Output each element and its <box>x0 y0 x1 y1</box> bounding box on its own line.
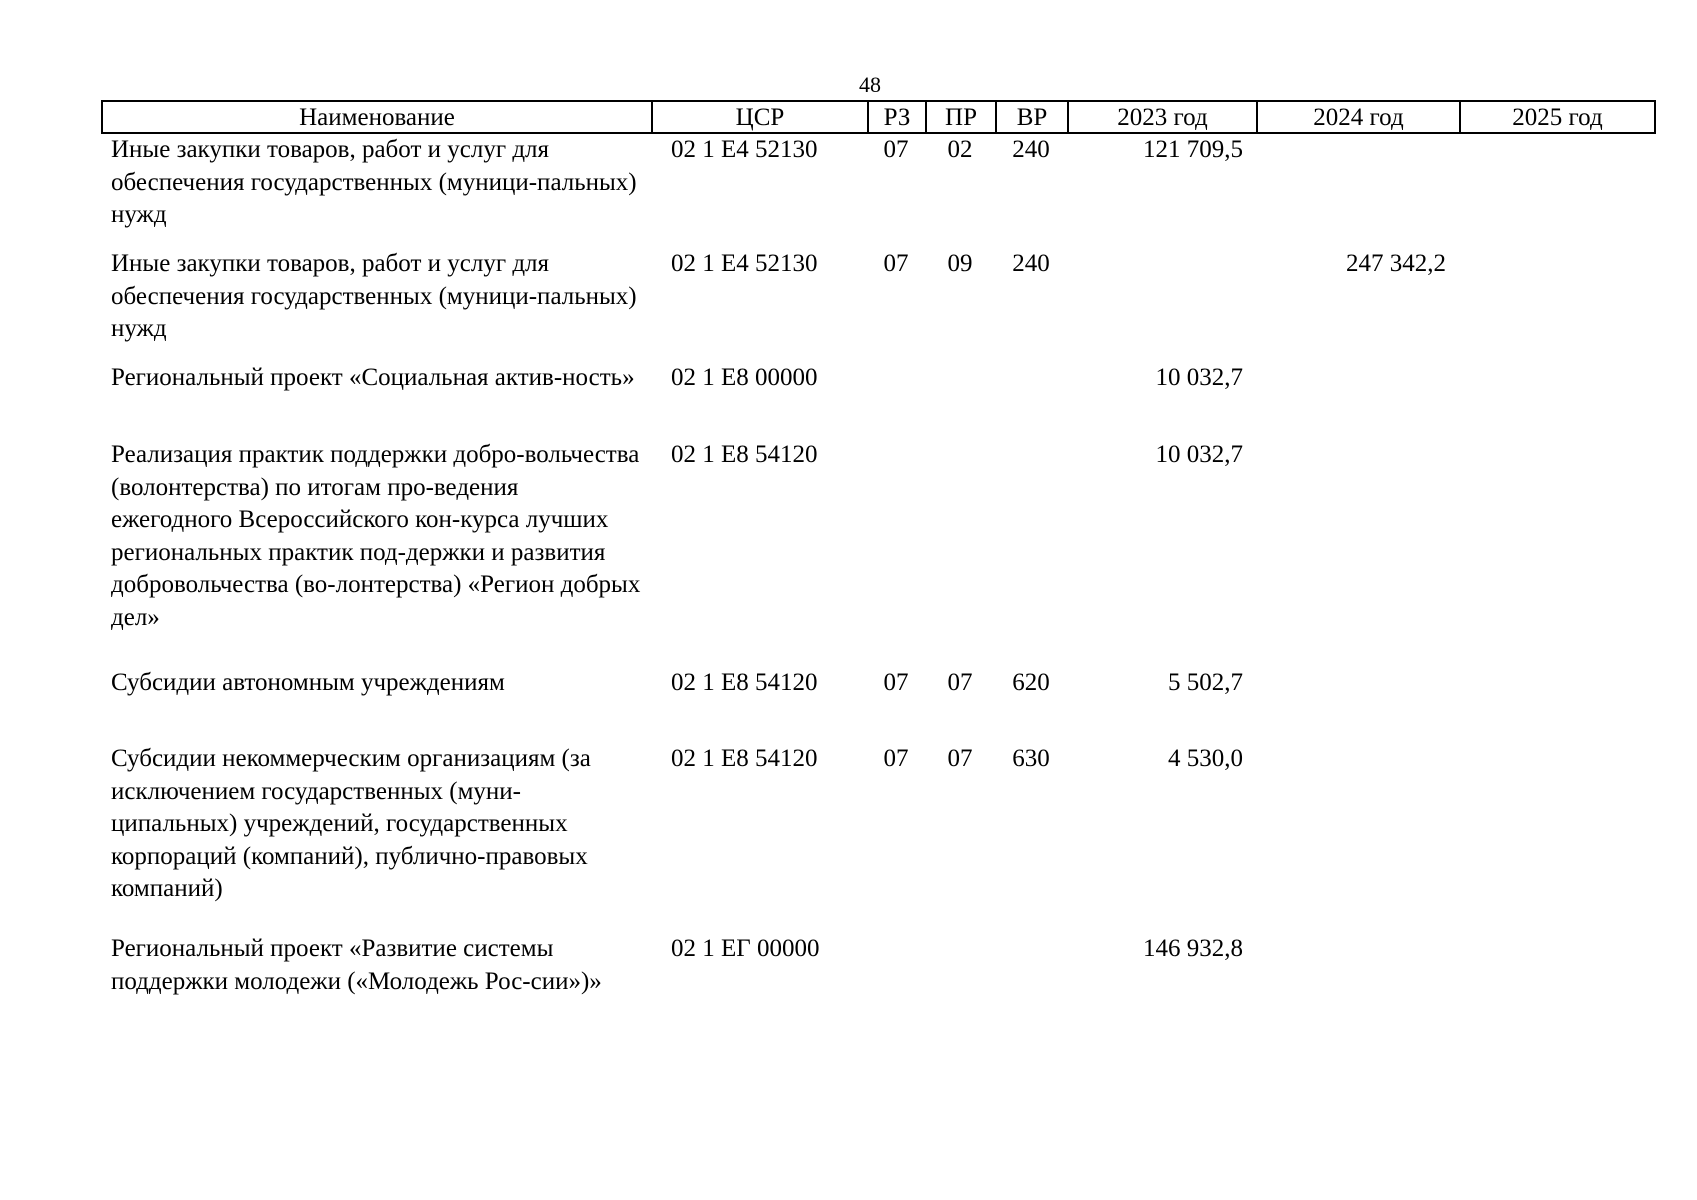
row-csr: 02 1 E8 00000 <box>671 364 818 391</box>
row-name: Региональный проект «Социальная актив-ность» <box>111 364 635 391</box>
table-row <box>101 362 1654 439</box>
row-pr <box>925 362 995 439</box>
row-pr: 02 <box>947 136 973 163</box>
row-name: Субсидии некоммерческим организациям (за исключением государственных (муни-ципальных) учреждений, государственных корпораций (компаний), публично-правовых компаний) <box>111 745 591 902</box>
row-rz: 07 <box>883 136 909 163</box>
row-csr: 02 1 E4 52130 <box>671 136 818 163</box>
row-csr: 02 1 E8 54120 <box>671 745 818 772</box>
header-rz: РЗ <box>868 101 926 133</box>
row-vr: 240 <box>1012 136 1050 163</box>
row-2024 <box>1256 439 1459 667</box>
row-rz: 07 <box>883 250 909 277</box>
row-rz: 07 <box>883 745 909 772</box>
row-vr <box>995 439 1067 667</box>
row-csr: 02 1 E8 54120 <box>671 669 818 696</box>
row-2023: 121 709,5 <box>1143 136 1243 163</box>
table-row <box>101 134 1654 248</box>
row-2023: 10 032,7 <box>1155 441 1243 468</box>
table-row <box>101 667 1654 743</box>
row-vr <box>995 362 1067 439</box>
row-2025 <box>1459 248 1654 362</box>
header-csr: ЦСР <box>652 101 868 133</box>
row-2024 <box>1256 134 1459 248</box>
header-2023: 2023 год <box>1068 101 1257 133</box>
row-vr: 630 <box>1012 745 1050 772</box>
row-rz: 07 <box>883 669 909 696</box>
row-vr: 620 <box>1012 669 1050 696</box>
row-csr: 02 1 EГ 00000 <box>671 935 820 962</box>
row-2025 <box>1459 743 1654 933</box>
row-csr: 02 1 E4 52130 <box>671 250 818 277</box>
row-vr <box>995 933 1067 1043</box>
row-pr <box>925 439 995 667</box>
table-row <box>101 439 1654 667</box>
row-2025 <box>1459 134 1654 248</box>
page-number: 48 <box>859 72 881 97</box>
header-name: Наименование <box>102 101 652 133</box>
row-rz <box>867 439 925 667</box>
row-name: Иные закупки товаров, работ и услуг для обеспечения государственных (муници-пальных) нужд <box>111 250 637 342</box>
row-2025 <box>1459 933 1654 1043</box>
row-pr: 07 <box>947 745 973 772</box>
header-2024: 2024 год <box>1257 101 1460 133</box>
row-name: Субсидии автономным учреждениям <box>111 669 505 696</box>
row-pr: 07 <box>947 669 973 696</box>
row-2025 <box>1459 667 1654 743</box>
row-name: Реализация практик поддержки добро-вольчества (волонтерства) по итогам про-ведения ежегодного Всероссийского кон-курса лучших региональных практик под-держки и развития добровольчества (во-лонтерства) «Регион добрых дел» <box>111 441 641 631</box>
row-2023: 5 502,7 <box>1168 669 1243 696</box>
row-2024 <box>1256 667 1459 743</box>
row-rz <box>867 362 925 439</box>
row-name: Региональный проект «Развитие системы поддержки молодежи («Молодежь Рос-сии»)» <box>111 935 602 995</box>
table-row <box>101 248 1654 362</box>
row-2025 <box>1459 439 1654 667</box>
row-2023: 10 032,7 <box>1155 364 1243 391</box>
table-row <box>101 743 1654 933</box>
table-body <box>101 134 1654 1043</box>
header-vr: ВР <box>996 101 1068 133</box>
row-2024 <box>1256 362 1459 439</box>
table-header <box>101 100 1656 134</box>
row-pr: 09 <box>947 250 973 277</box>
row-name: Иные закупки товаров, работ и услуг для обеспечения государственных (муници-пальных) нужд <box>111 136 637 228</box>
row-rz <box>867 933 925 1043</box>
header-pr: ПР <box>926 101 996 133</box>
row-2023: 4 530,0 <box>1168 745 1243 772</box>
row-2023 <box>1067 248 1256 362</box>
row-2024 <box>1256 933 1459 1043</box>
row-pr <box>925 933 995 1043</box>
row-2024 <box>1256 743 1459 933</box>
row-csr: 02 1 E8 54120 <box>671 441 818 468</box>
table-row <box>101 933 1654 1043</box>
row-2024: 247 342,2 <box>1346 250 1446 277</box>
row-2023: 146 932,8 <box>1143 935 1243 962</box>
header-2025: 2025 год <box>1460 101 1655 133</box>
row-2025 <box>1459 362 1654 439</box>
row-vr: 240 <box>1012 250 1050 277</box>
